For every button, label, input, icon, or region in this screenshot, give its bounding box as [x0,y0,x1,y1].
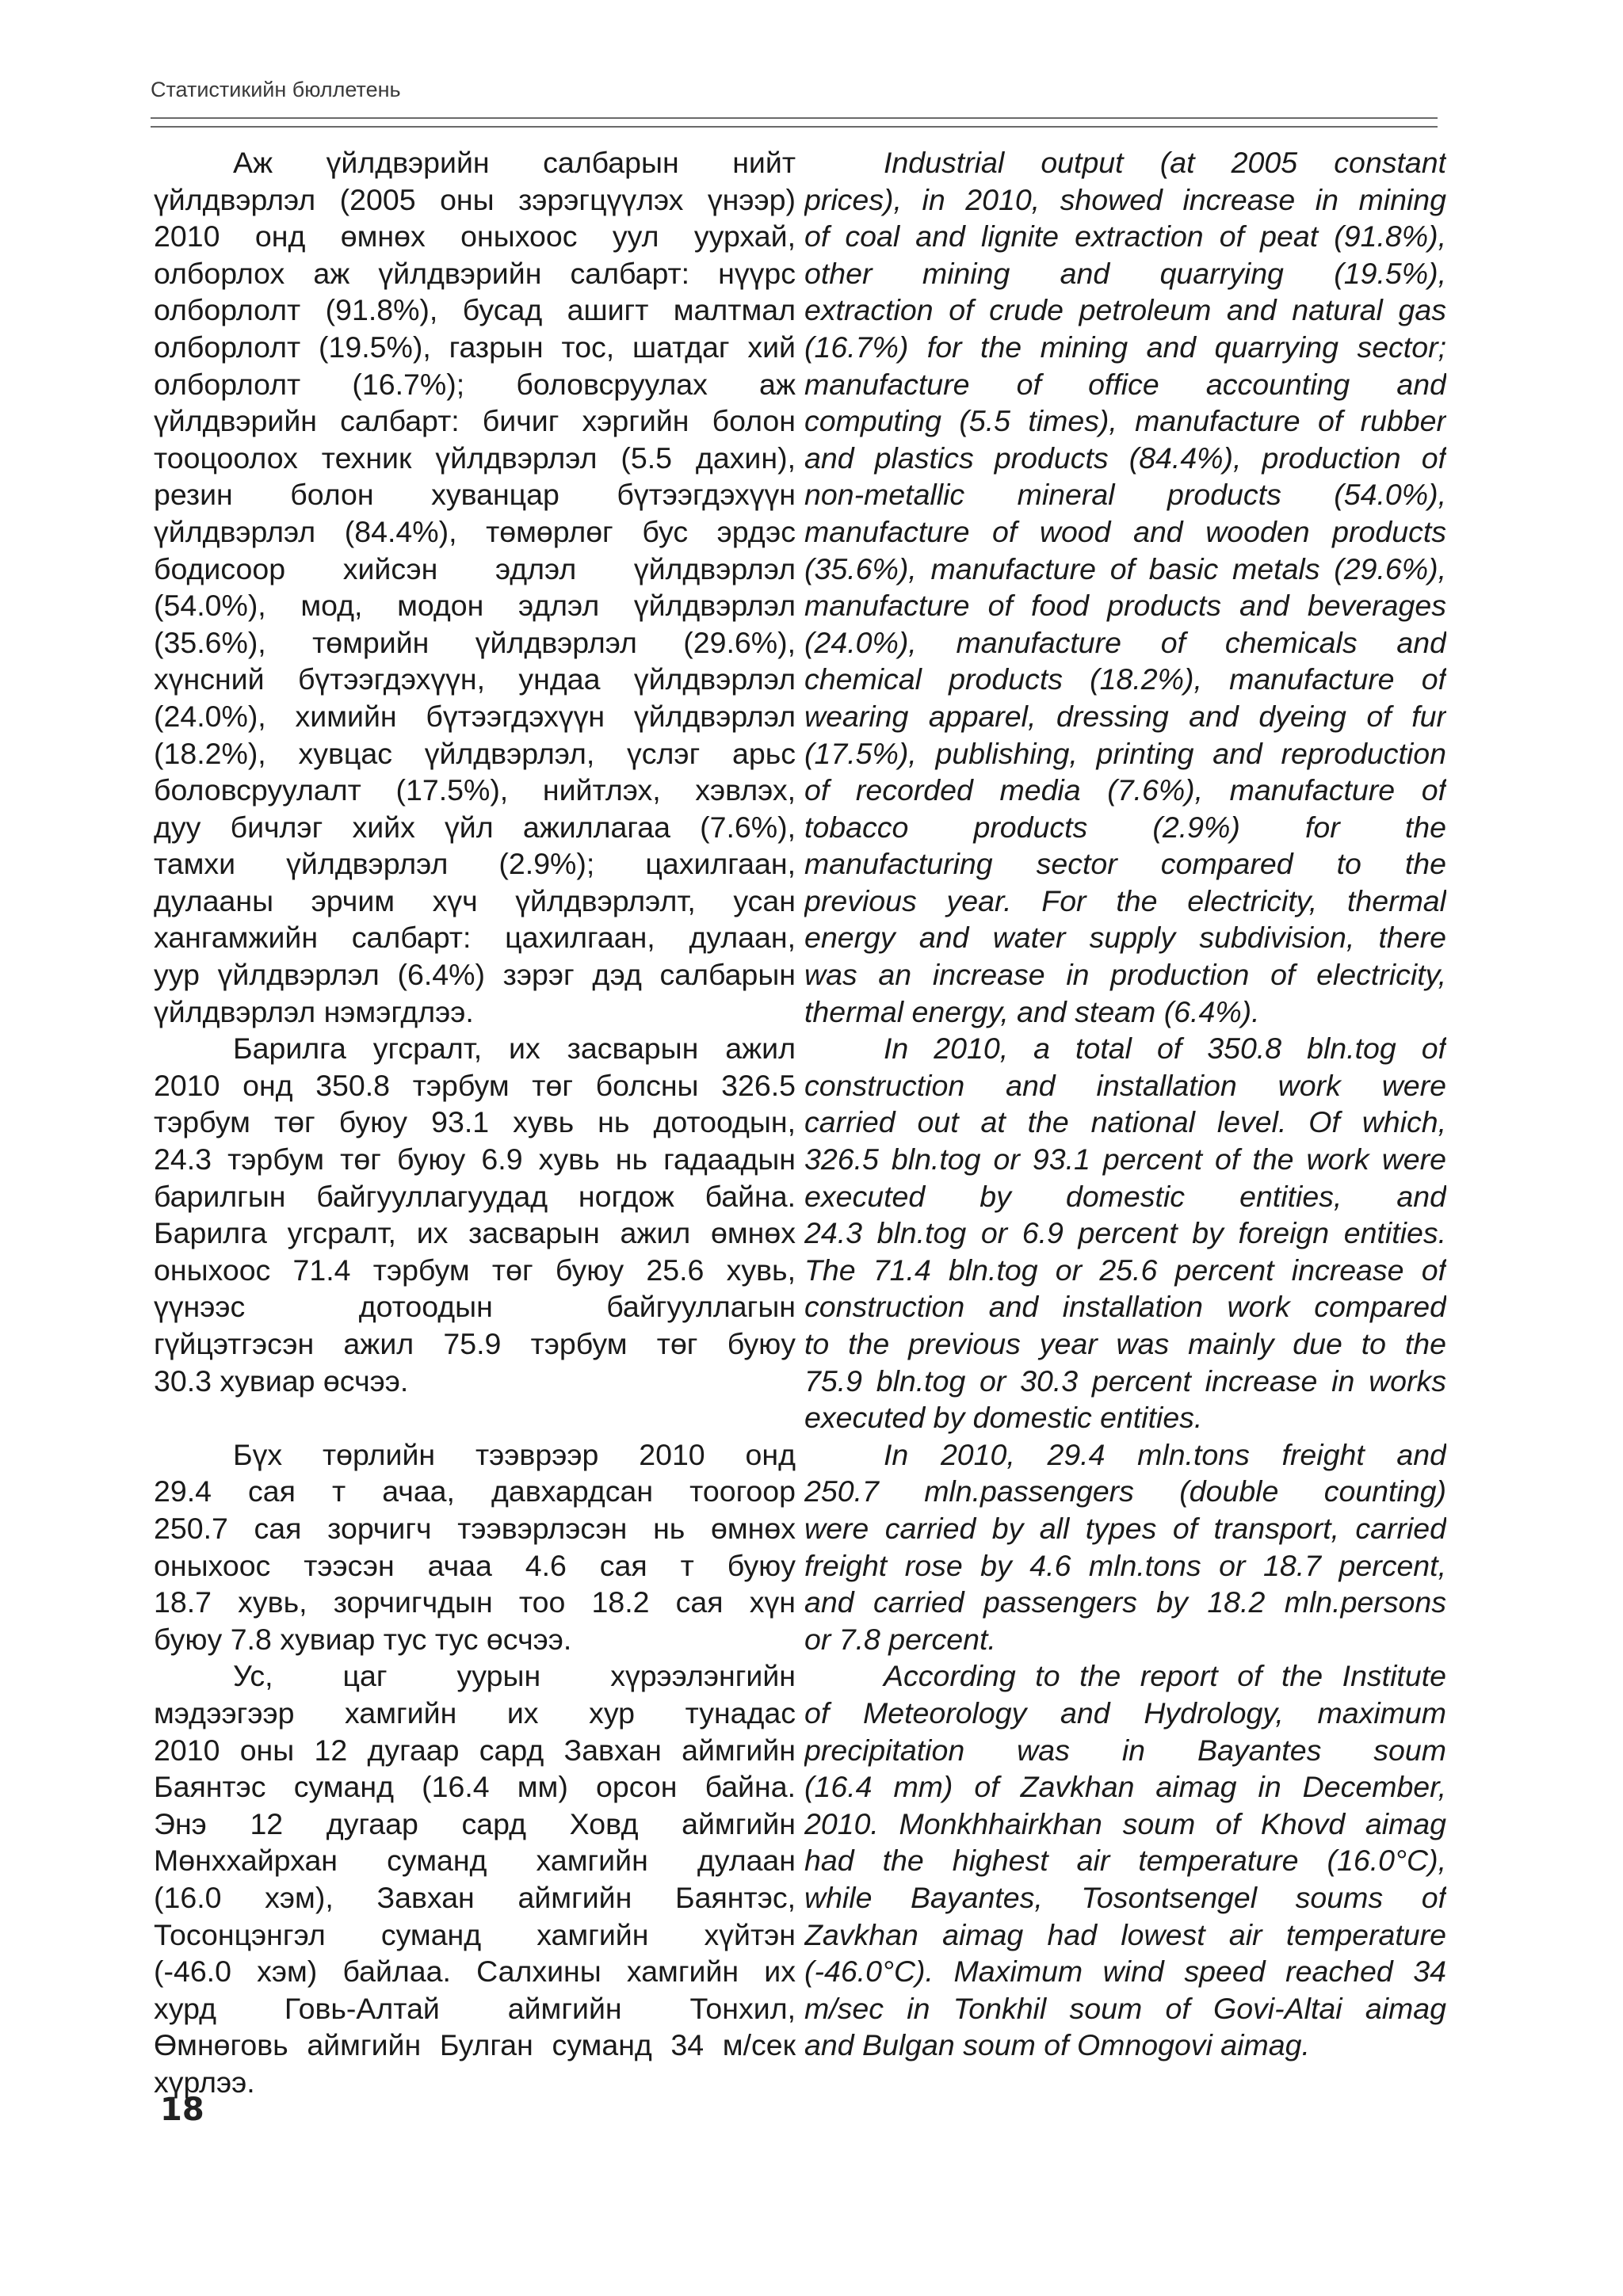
mongolian-text-line: (18.2%), хувцас үйлдвэрлэл, үслэг арьс [154,736,796,770]
mongolian-text-line: (-46.0 хэм) байлаа. Салхины хамгийн их [154,1955,796,1989]
mongolian-text-line: Барилга угсралт, их засварын ажил [233,1032,796,1066]
english-text-line: 24.3 bln.tog or 6.9 percent by foreign entities. [804,1216,1446,1250]
english-text-line: (35.6%), manufacture of basic metals (29.6%), [804,551,1446,585]
english-text-line: computing (5.5 times), manufacture of rubber [804,404,1446,438]
english-text-line: had the highest air temperature (16.0°C), [804,1844,1446,1878]
mongolian-text-line: (16.0 хэм), Завхан аймгийн Баянтэс, [154,1880,796,1914]
english-text-line: was an increase in production of electricity, [804,958,1446,992]
english-text-line: of Meteorology and Hydrology, maximum [804,1695,1446,1730]
english-text-line: thermal energy, and steam (6.4%). [804,994,1260,1028]
english-text-line: 326.5 bln.tog or 93.1 percent of the work were [804,1142,1446,1177]
mongolian-text-line: Өмнөговь аймгийн Булган суманд 34 м/сек [154,2028,796,2062]
english-text-line: to the previous year was mainly due to the [804,1327,1446,1360]
english-text-line: (16.7%) for the mining and quarrying sector; [804,330,1446,364]
english-text-line: extraction of crude petroleum and natural gas [804,293,1446,327]
mongolian-text-line: буюу 7.8 хувиар тус тус өсчээ. [154,1622,572,1656]
english-text-line: Zavkhan aimag had lowest air temperature [804,1917,1446,1951]
english-text-line: freight rose by 4.6 mln.tons or 18.7 percent, [804,1548,1446,1582]
mongolian-text-line: хүнсний бүтээгдэхүүн, ундаа үйлдвэрлэл [154,662,796,696]
mongolian-text-line: Мөнххайрхан суманд хамгийн дулаан [154,1844,796,1878]
mongolian-text-line: 29.4 сая т ачаа, давхардсан тоогоор [154,1474,796,1508]
english-text-line: manufacture of wood and wooden products [804,514,1446,548]
mongolian-text-line: 250.7 сая зорчигч тээвэрлэсэн нь өмнөх [154,1511,796,1545]
mongolian-text-line: тамхи үйлдвэрлэл (2.9%); цахилгаан, [154,847,796,881]
mongolian-text-line: үйлдвэрлэл (2005 оны зэрэгцүүлэх үнээр) [154,182,796,216]
english-text-line: (17.5%), publishing, printing and reproduction [804,736,1446,770]
english-text-line: manufacture of food products and beverages [804,589,1446,623]
mongolian-text-line: барилгын байгууллагуудад ногдож байна. [154,1179,796,1213]
english-text-line: 75.9 bln.tog or 30.3 percent increase in works [804,1363,1446,1398]
mongolian-text-line: (54.0%), мод, модон эдлэл үйлдвэрлэл [154,589,796,623]
mongolian-text-line: бодисоор хийсэн эдлэл үйлдвэрлэл [154,551,796,585]
mongolian-text-line: резин болон хуванцар бүтээгдэхүүн [154,478,796,512]
english-text-line: (-46.0°C). Maximum wind speed reached 34 [804,1955,1446,1989]
page-header-title: Статистикийн бюллетень [151,78,401,101]
english-text-line: and Bulgan soum of Omnogovi aimag. [804,2028,1310,2062]
mongolian-text-line: гүйцэтгэсэн ажил 75.9 тэрбум төг буюу [154,1327,796,1360]
mongolian-text-line: тооцоолох техник үйлдвэрлэл (5.5 дахин), [154,441,796,475]
mongolian-text-line: 18.7 хувь, зорчигчдын тоо 18.2 сая хүн [154,1585,796,1619]
english-text-line: prices), in 2010, showed increase in mining [804,182,1446,216]
mongolian-text-line: дуу бичлэг хийх үйл ажиллагаа (7.6%), [154,810,796,844]
mongolian-text-line: үүнээс дотоодын байгууллагын [154,1290,796,1324]
english-text-line: construction and installation work compared [804,1290,1446,1324]
mongolian-text-line: олборлолт (91.8%), бусад ашигт малтмал [154,293,796,327]
mongolian-text-line: 2010 онд 350.8 тэрбум төг болсны 326.5 [154,1068,796,1102]
mongolian-text-line: Бүх төрлийн тээврээр 2010 онд [233,1437,796,1471]
mongolian-text-line: боловсруулалт (17.5%), нийтлэх, хэвлэх, [154,773,796,807]
english-text-line: and plastics products (84.4%), production of [804,441,1446,475]
mongolian-text-line: Аж үйлдвэрийн салбарын нийт [233,146,796,179]
mongolian-text-line: үйлдвэрлэл нэмэгдлээ. [154,994,474,1028]
mongolian-text-line: 24.3 тэрбум төг буюу 6.9 хувь нь гадаадын [154,1142,796,1177]
header-rule-bottom [151,126,1438,128]
english-text-line: and carried passengers by 18.2 mln.persons [804,1585,1446,1619]
english-text-line: energy and water supply subdivision, there [804,921,1446,955]
mongolian-text-line: тэрбум төг буюу 93.1 хувь нь дотоодын, [154,1105,796,1139]
english-text-line: executed by domestic entities, and [804,1179,1446,1213]
english-text-line: m/sec in Tonkhil soum of Govi-Altai aimag [804,1991,1446,2025]
mongolian-text-line: хангамжийн салбарт: цахилгаан, дулаан, [154,921,796,955]
english-text-line: tobacco products (2.9%) for the [804,810,1446,844]
mongolian-text-line: Баянтэс суманд (16.4 мм) орсон байна. [154,1770,796,1804]
english-text-line: non-metallic mineral products (54.0%), [804,478,1446,512]
english-text-line: while Bayantes, Tosontsengel soums of [804,1880,1446,1914]
english-text-line: other mining and quarrying (19.5%), [804,256,1446,290]
mongolian-text-line: олборлох аж үйлдвэрийн салбарт: нүүрс [154,256,796,290]
english-text-line: executed by domestic entities. [804,1401,1203,1435]
mongolian-text-line: үйлдвэрийн салбарт: бичиг хэргийн болон [154,404,796,438]
mongolian-text-line: мэдээгээр хамгийн их хур тунадас [154,1695,796,1730]
english-text-line: Industrial output (at 2005 constant [884,146,1446,179]
english-text-column [804,144,1446,2064]
mongolian-text-line: 2010 оны 12 дугаар сард Завхан аймгийн [154,1733,796,1767]
mongolian-text-line: үйлдвэрлэл (84.4%), төмөрлөг бус эрдэс [154,514,796,548]
english-text-line: carried out at the national level. Of which, [804,1105,1446,1139]
page-number: 18 [160,2092,204,2128]
mongolian-text-line: дулааны эрчим хүч үйлдвэрлэлт, усан [154,883,796,917]
mongolian-text-line: олборлолт (16.7%); боловсруулах аж [154,367,796,401]
mongolian-text-line: олборлолт (19.5%), газрын тос, шатдаг хий [154,330,796,364]
english-text-line: previous year. For the electricity, thermal [804,883,1446,917]
mongolian-text-line: (35.6%), төмрийн үйлдвэрлэл (29.6%), [154,625,796,659]
mongolian-text-line: оныхоос тээсэн ачаа 4.6 сая т буюу [154,1548,796,1582]
mongolian-text-line: хурд Говь-Алтай аймгийн Тонхил, [154,1991,796,2025]
mongolian-text-line: (24.0%), химийн бүтээгдэхүүн үйлдвэрлэл [154,699,796,733]
english-text-line: In 2010, a total of 350.8 bln.tog of [884,1032,1446,1066]
mongolian-text-line: 30.3 хувиар өсчээ. [154,1363,409,1398]
english-text-line: wearing apparel, dressing and dyeing of fur [804,699,1446,733]
english-text-line: manufacturing sector compared to the [804,847,1446,881]
english-text-line: or 7.8 percent. [804,1622,996,1656]
english-text-line: The 71.4 bln.tog or 25.6 percent increase of [804,1253,1446,1287]
mongolian-text-line: оныхоос 71.4 тэрбум төг буюу 25.6 хувь, [154,1253,796,1287]
mongolian-text-line: 2010 онд өмнөх оныхоос уул уурхай, [154,219,796,254]
english-text-line: In 2010, 29.4 mln.tons freight and [884,1437,1446,1471]
english-text-line: (16.4 mm) of Zavkhan aimag in December, [804,1770,1446,1804]
header-rule-top [151,117,1438,119]
english-text-line: were carried by all types of transport, carried [804,1511,1446,1545]
english-text-line: precipitation was in Bayantes soum [804,1733,1446,1767]
english-text-line: chemical products (18.2%), manufacture of [804,662,1446,696]
mongolian-text-line: Ус, цаг уурын хүрээлэнгийн [233,1659,796,1693]
english-text-line: According to the report of the Institute [884,1659,1446,1693]
mongolian-text-column [154,144,796,2100]
english-text-line: of recorded media (7.6%), manufacture of [804,773,1446,807]
english-text-line: 2010. Monkhhairkhan soum of Khovd aimag [804,1806,1446,1840]
mongolian-text-line: Барилга угсралт, их засварын ажил өмнөх [154,1216,796,1250]
english-text-line: of coal and lignite extraction of peat (91.8%), [804,219,1446,254]
mongolian-text-line: Энэ 12 дугаар сард Ховд аймгийн [154,1806,796,1840]
english-text-line: manufacture of office accounting and [804,367,1446,401]
english-text-line: construction and installation work were [804,1068,1446,1102]
mongolian-text-line: хүрлээ. [154,2065,255,2099]
mongolian-text-line [154,1399,796,1436]
mongolian-text-line: Тосонцэнгэл суманд хамгийн хүйтэн [154,1917,796,1951]
english-text-line: (24.0%), manufacture of chemicals and [804,625,1446,659]
english-text-line: 250.7 mln.passengers (double counting) [804,1474,1446,1508]
mongolian-text-line: уур үйлдвэрлэл (6.4%) зэрэг дэд салбарын [154,958,796,992]
